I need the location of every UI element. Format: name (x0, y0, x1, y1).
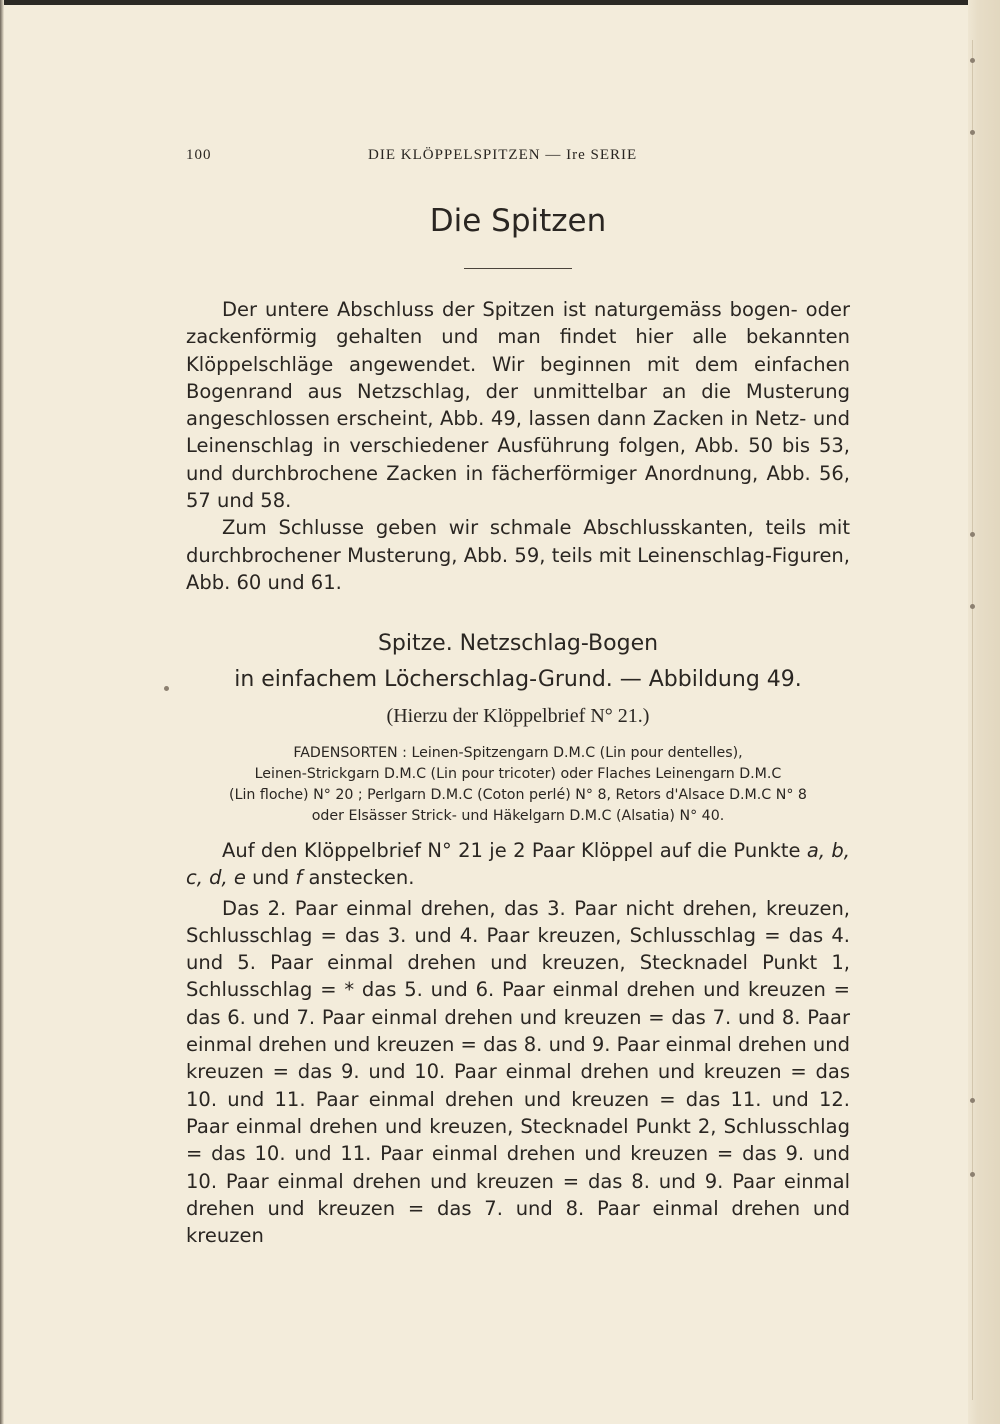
thread-line-2: Leinen-Strickgarn D.M.C (Lin pour tricoter) oder Flaches Leinengarn D.M.C (254, 766, 782, 782)
thread-line-4: oder Elsässer Strick- und Häkelgarn D.M.C (Alsatia) N° 40. (311, 808, 725, 824)
title-rule (464, 268, 572, 269)
instruction-und: und (252, 866, 290, 890)
binding-mark (970, 604, 975, 609)
instructions (186, 837, 850, 1249)
instruction-suffix: anstecken. (308, 866, 415, 890)
binding-mark (970, 58, 975, 63)
thread-line-3: (Lin floche) N° 20 ; Perlgarn D.M.C (Coton perlé) N° 8, Retors d'Alsace D.M.C N° 8 (229, 787, 807, 803)
intro-text (186, 296, 850, 596)
thread-types (186, 743, 850, 827)
section-heading-line-2: in einfachem Löcherschlag-Grund. — Abbildung 49. (234, 667, 802, 692)
thread-line-1: FADENSORTEN : Leinen-Spitzengarn D.M.C (Lin pour dentelles), (293, 745, 743, 761)
section-heading-line-1: Spitze. Netzschlag-Bogen (377, 631, 659, 656)
instruction-prefix: Auf den Klöppelbrief N° 21 je 2 Paar Klöppel auf die Punkte (222, 839, 801, 862)
running-header (186, 147, 850, 169)
pattern-reference: (Hierzu der Klöppelbrief N° 21.) (386, 705, 650, 727)
binding-mark (970, 130, 975, 135)
last-point: f (295, 866, 303, 890)
binding-mark (970, 1098, 975, 1103)
binding-mark (970, 1172, 975, 1177)
gutter-fold-line (972, 40, 973, 1400)
points-list: a, b, c, d, e (186, 839, 850, 890)
binding-mark (164, 686, 169, 691)
intro-paragraph-2: Zum Schlusse geben wir schmale Abschlusskanten, teils mit durchbrochener Musterung, Abb. 59, teils mit Leinenschlag-Figuren, Abb. 60 und 61. (186, 516, 850, 594)
binding-mark (970, 532, 975, 537)
instruction-paragraph-1 (186, 837, 850, 892)
instruction-paragraph-2: Das 2. Paar einmal drehen, das 3. Paar nicht drehen, kreuzen, Schlusschlag = das 3. und 4. Paar kreuzen, Schlusschlag = das 4. und 5. Paar einmal drehen und kreuzen, Stecknadel Punkt 1, Schlusschlag = * das 5. und 6. Paar einmal drehen und kreuzen = das 6. und 7. Paar einmal drehen und kreuzen = das 7. und 8. Paar einmal drehen und kreuzen = das 8. und 9. Paar einmal drehen und kreuzen = das 9. und 10. Paar einmal drehen und kreuzen = das 10. und 11. Paar einmal drehen und kreuzen = das 11. und 12. Paar einmal drehen und kreuzen, Stecknadel Punkt 2, Schlusschlag = das 10. und 11. Paar einmal drehen und kreuzen = das 9. und 10. Paar einmal drehen und kreuzen = das 8. und 9. Paar einmal drehen und kreuzen = das 7. und 8. Paar einmal drehen und kreuzen (186, 896, 850, 1248)
page-title: Die Spitzen (429, 203, 607, 239)
page-number: 100 (186, 147, 212, 163)
page-top-edge (0, 0, 1000, 5)
page-left-edge (0, 0, 4, 1424)
intro-paragraph-1: Der untere Abschluss der Spitzen ist naturgemäss bogen- oder zackenförmig gehalten und man findet hier alle bekannten Klöppelschläge angewendet. Wir beginnen mit dem einfachen Bogenrand aus Netzschlag, der unmittelbar an die Musterung angeschlossen erscheint, Abb. 49, lassen dann Zacken in Netz- und Leinenschlag in verschiedener Ausführung folgen, Abb. 50 bis 53, und durchbrochene Zacken in fächerförmiger Anordnung, Abb. 56, 57 und 58. (186, 298, 850, 513)
running-title: DIE KLÖPPELSPITZEN — Ire SERIE (368, 147, 638, 163)
